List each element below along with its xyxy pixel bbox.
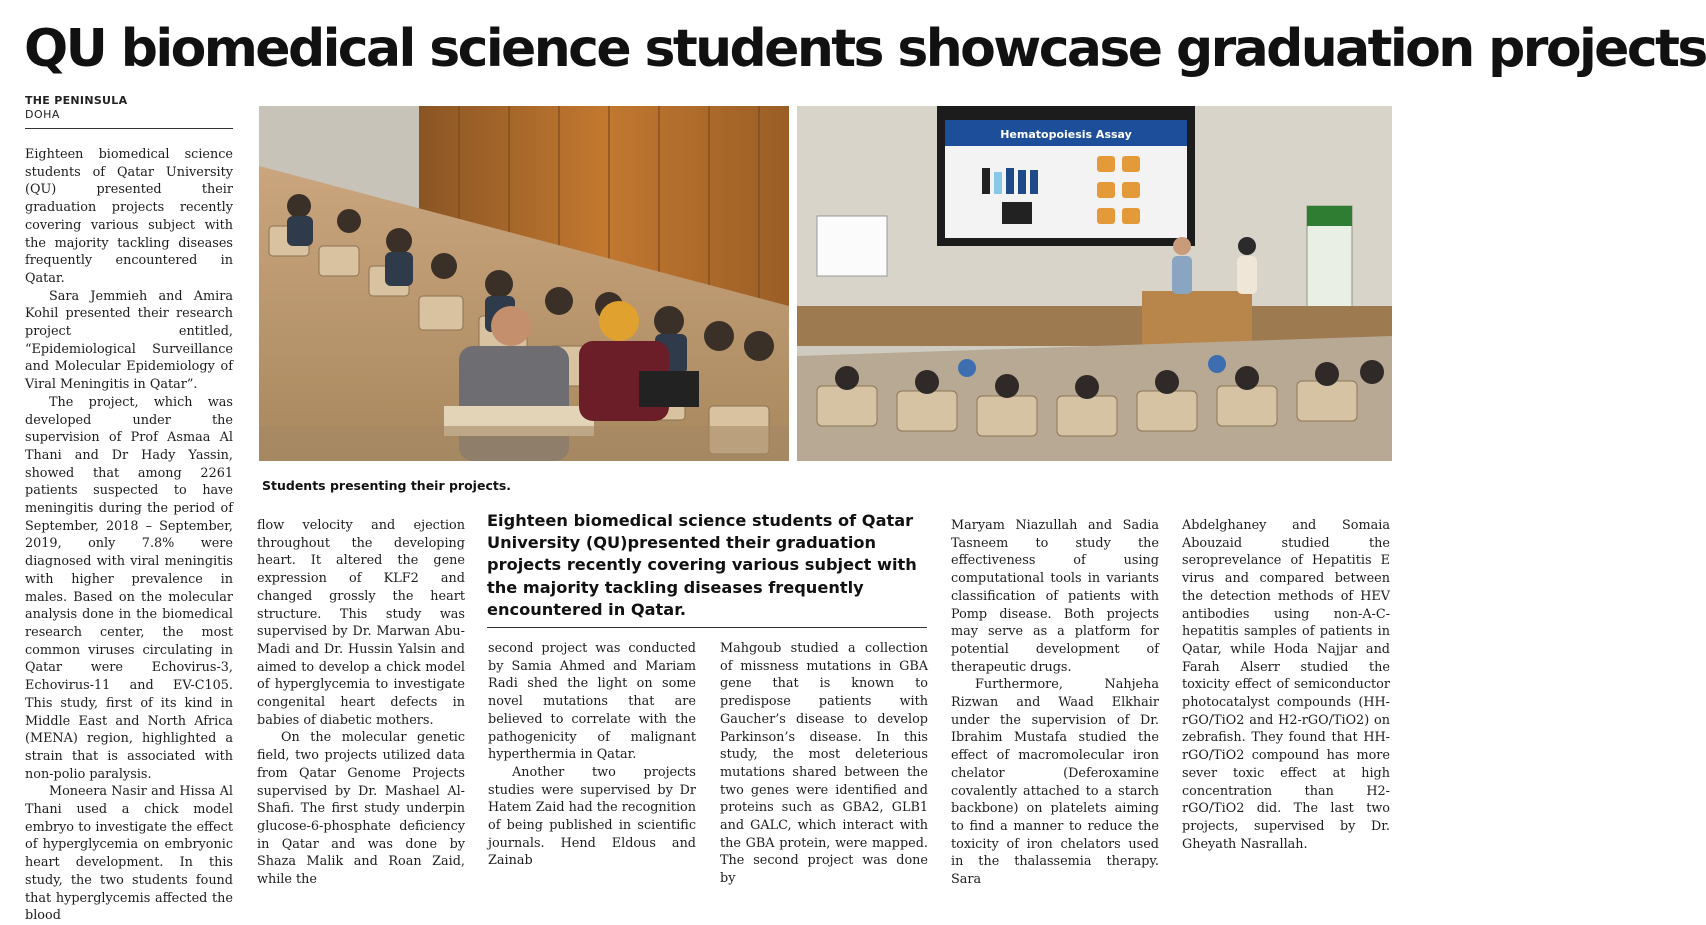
paragraph: On the molecular genetic field, two projects utilized data from Qatar Genome Projects supervised by Dr. Mashael Al-Shafi. The first study underpin glucose-6-phosphate deficiency in Qatar and was done by Shaza Malik and Roan Zaid, while the [257, 730, 465, 888]
article-column-2 [257, 517, 465, 888]
paragraph: Eighteen biomedical science students of Qatar University (QU) presented their graduation projects recently covering various subject with the majority tackling diseases frequently encountered in Qatar. [25, 147, 233, 286]
paragraph: Moneera Nasir and Hissa Al Thani used a chick model embryo to investigate the effect of hyperglycemia on embryonic heart development. In this study, the two students found that hyperglycemis affected the blood [25, 784, 233, 924]
photo-caption: Students presenting their projects. [262, 478, 512, 493]
article-column-1 [25, 146, 233, 924]
headline: QU biomedical science students showcase graduation projects [24, 19, 1706, 79]
paragraph: Maryam Niazullah and Sadia Tasneem to study the effectiveness of using computational tools in variants classification of patients with Pomp disease. Both projects may serve as a platform for potential development of therapeutic drugs. [951, 518, 1159, 675]
paragraph: flow velocity and ejection throughout the developing heart. It altered the gene expression of KLF2 and changed grossly the heart structure. This study was supervised by Dr. Marwan Abu-Madi and Dr. Hussin Yalsin and aimed to develop a chick model of hyperglycemia to investigate congenital heart defects in babies of diabetic mothers. [257, 518, 465, 728]
byline-source: THE PENINSULA [25, 94, 128, 107]
byline-rule [25, 128, 233, 129]
article-column-6 [1182, 517, 1390, 857]
paragraph: The project, which was developed under the supervision of Prof Asmaa Al Thani and Dr Hady Yassin, showed that among 2261 patients suspected to have meningitis during the period of September, 2018 – September, 2019, only 7.8% were diagnosed with viral meningitis with higher prevalence in males. Based on the molecular analysis done in the biomedical research center, the most common viruses circulating in Qatar were Echovirus-3, Echovirus-11 and EV-C105. This study, first of its kind in Middle East and North Africa (MENA) region, highlighted a strain that is associated with non-polio paralysis. [25, 394, 233, 782]
byline [25, 94, 233, 129]
paragraph: Another two projects studies were supervised by Dr Hatem Zaid had the recognition of being published in scientific journals. Hend Eldous and Zainab [488, 764, 697, 869]
paragraph: second project was conducted by Samia Ahmed and Mariam Radi shed the light on some novel mutations that are believed to correlate with the pathogenicity of malignant hyperthermia in Qatar. [488, 641, 696, 763]
paragraph: Sara Jemmieh and Amira Kohil presented their research project entitled, “Epidemiological Surveillance and Molecular Epidemiology of Viral Meningitis in Qatar”. [25, 288, 233, 393]
pull-quote: Eighteen biomedical science students of Qatar University (QU)presented their graduation projects recently covering various subject with the majority tackling diseases frequently encountered in Qatar. [487, 511, 917, 619]
paragraph: Mahgoub studied a collection of missness mutations in GBA gene that is known to predispose patients with Gaucher’s disease to develop Parkinson’s disease. In this study, the most deleterious mutations shared between the two genes were identified and proteins such as GBA2, GLB1 and GALC, which interact with the GBA protein, were mapped. The second project was done by [720, 641, 928, 887]
paragraph: Furthermore, Nahjeha Rizwan and Waad Elkhair under the supervision of Dr. Ibrahim Mustafa studied the effect of macromolecular iron chelator (Deferoxamine covalently attached to a starch backbone) on platelets aiming to find a manner to reduce the toxicity of iron chelators used in the thalassemia therapy. Sara [951, 677, 1159, 888]
article-column-3 [488, 640, 697, 869]
photo-presentation [797, 106, 1392, 461]
slide-title: Hematopoiesis Assay [1000, 128, 1132, 141]
byline-place: DOHA [25, 108, 60, 121]
pull-quote-rule [487, 627, 927, 628]
photo-audience [259, 106, 789, 461]
article-column-5 [951, 517, 1159, 888]
article-column-4 [720, 640, 928, 887]
paragraph: Abdelghaney and Somaia Abouzaid studied the seroprevelance of Hepatitis E virus and compared between the detection methods of HEV antibodies using non-A-C- hepatitis samples of patients in Qatar, while Hoda Najjar and Farah Alserr studied the toxicity effect of semiconductor photocatalyst compounds (HH-rGO/TiO2 and H2-rGO/TiO2) on zebrafish. They found that HH-rGO/TiO2 compound has more sever toxic effect at high concentration than H2-rGO/TiO2 did. The last two projects, supervised by Dr. Gheyath Nasrallah. [1182, 518, 1390, 852]
